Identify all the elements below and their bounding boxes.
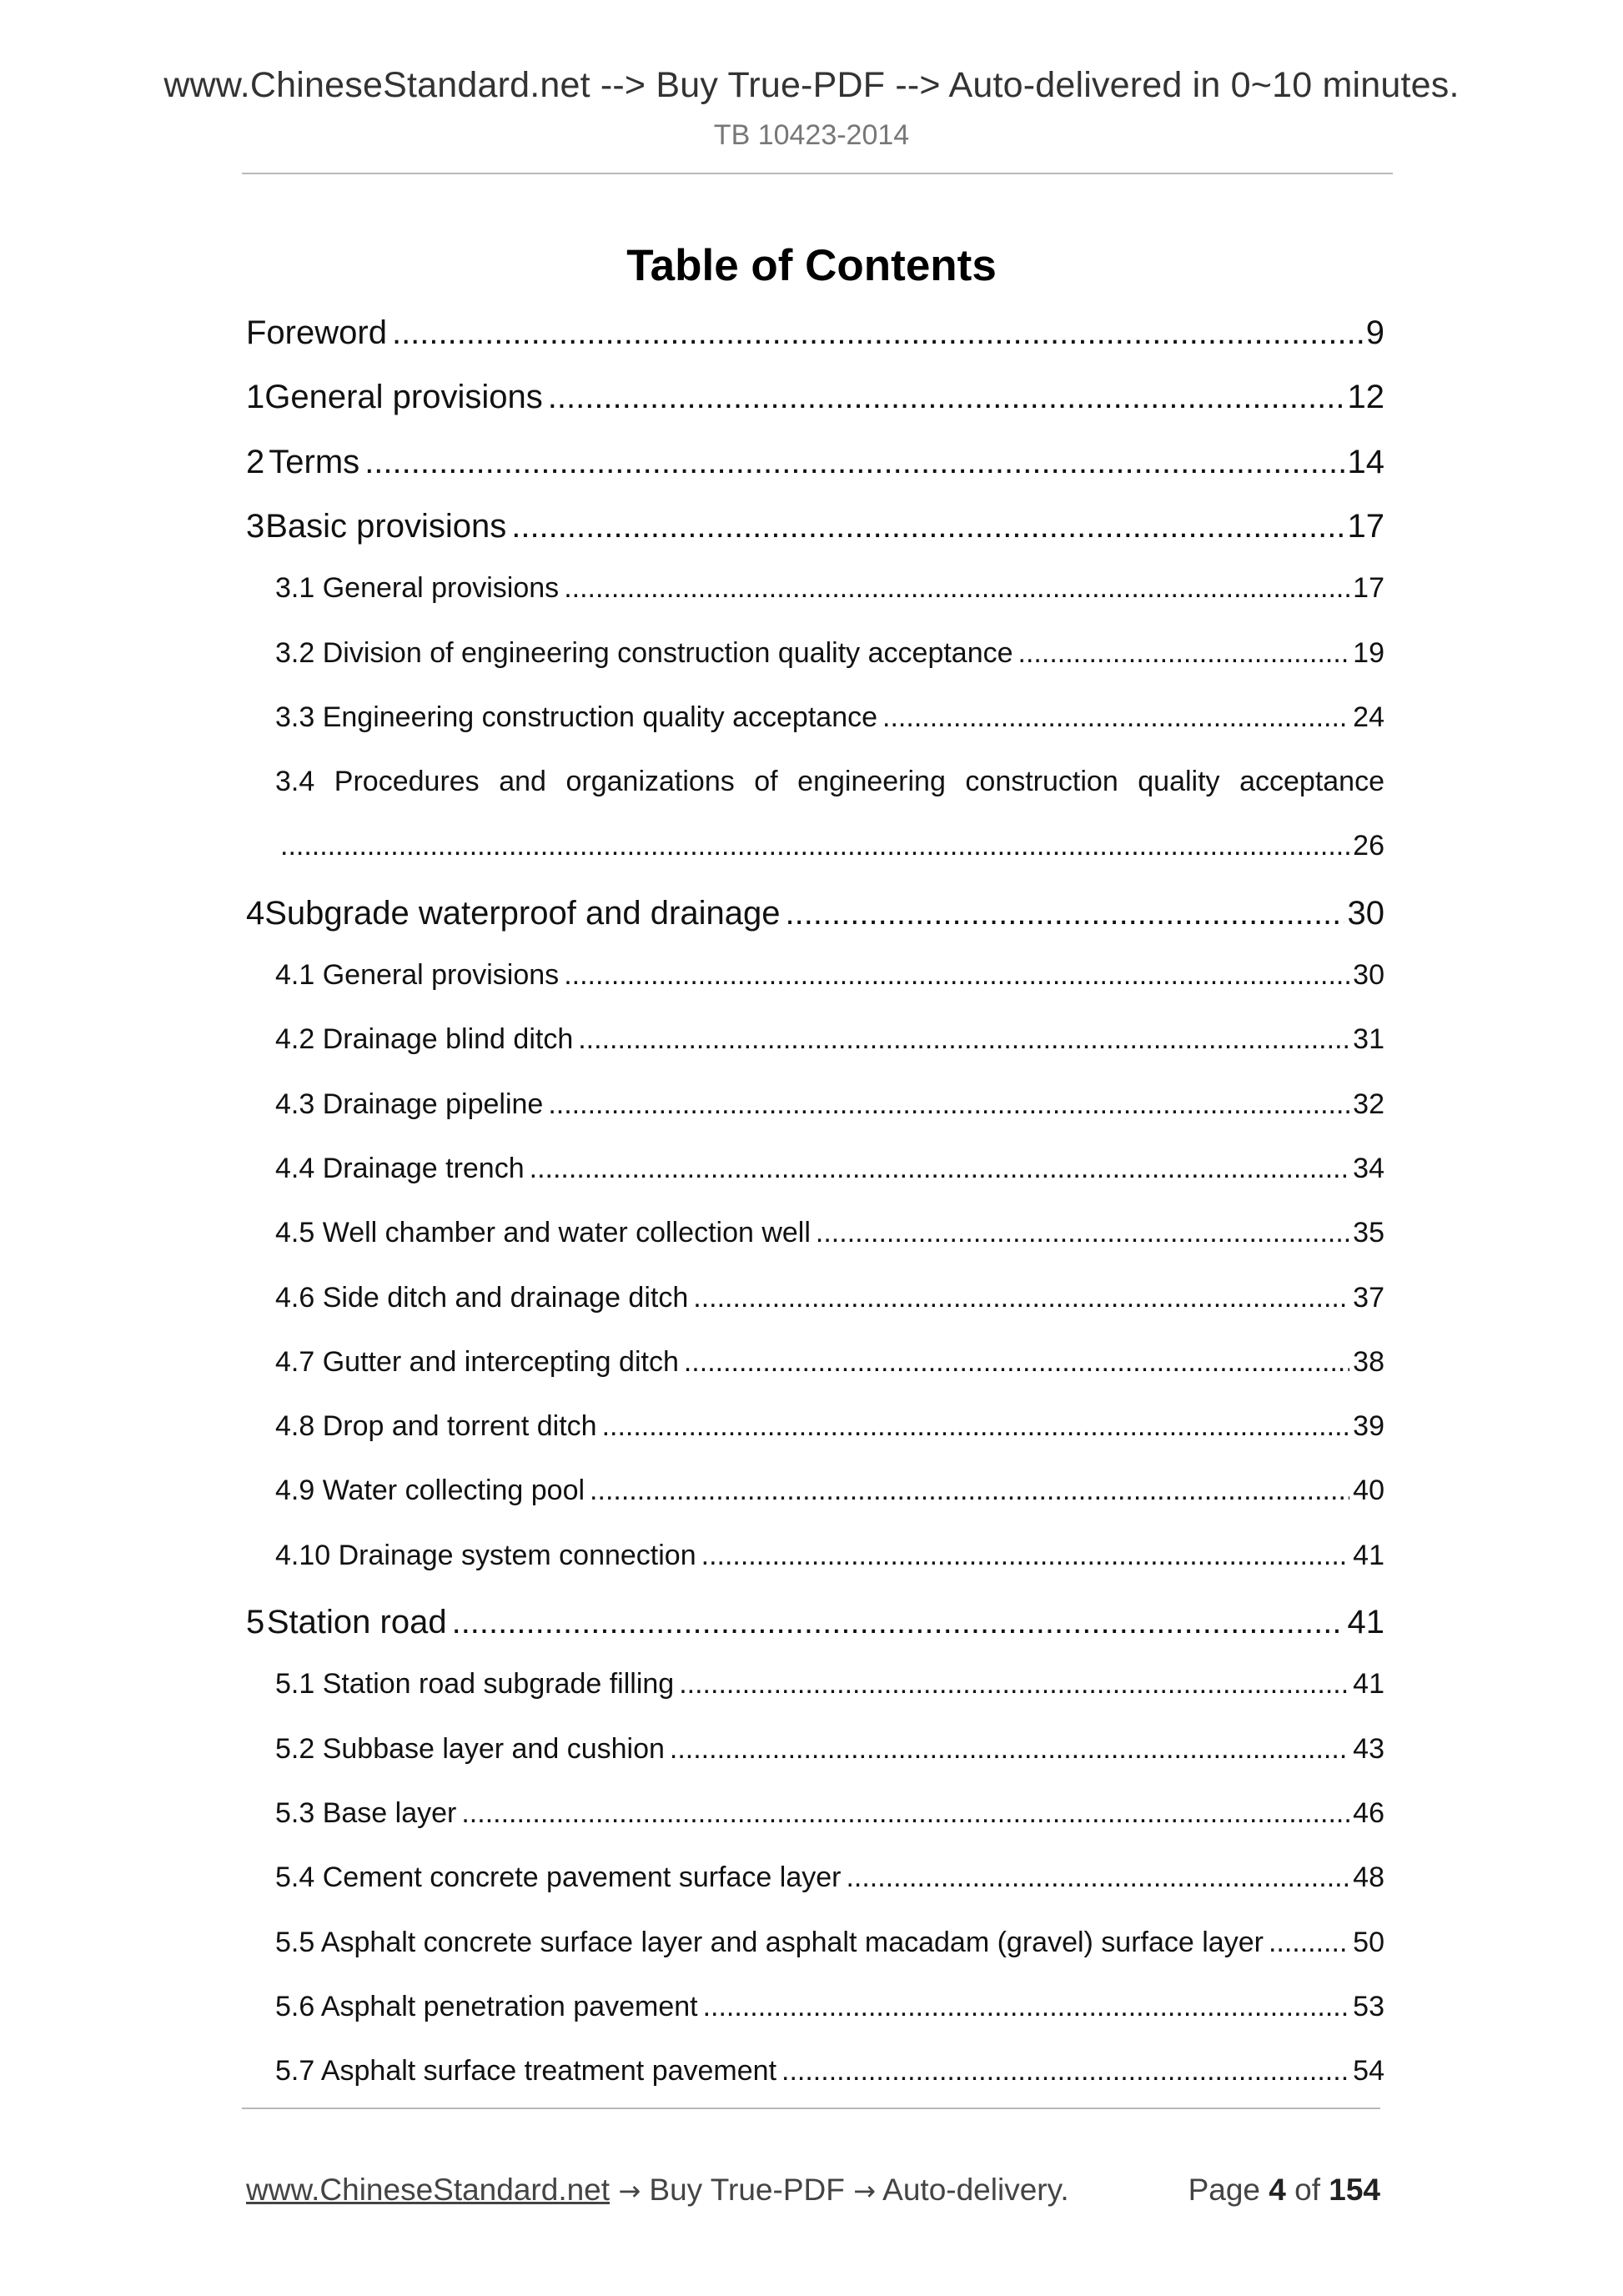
- toc-entry-page: 9: [1365, 314, 1384, 351]
- page-prefix: Page: [1188, 2173, 1260, 2207]
- toc-entry-page: 43: [1353, 1733, 1384, 1765]
- toc-entry[interactable]: [275, 1861, 1384, 1894]
- toc-entry-label: 5.5 Asphalt concrete surface layer and asphalt macadam (gravel) surface layer: [275, 1927, 1264, 1958]
- toc-leader-dots: [684, 1346, 1349, 1379]
- toc-entry-label: 3.2 Division of engineering construction quality acceptance: [275, 637, 1013, 669]
- toc-entry[interactable]: [246, 379, 1384, 416]
- toc-entry-page: 32: [1353, 1088, 1384, 1120]
- page-current: 4: [1269, 2173, 1286, 2207]
- toc-entry-page: 54: [1353, 2055, 1384, 2087]
- toc-entry-label: Subgrade waterproof and drainage: [264, 895, 781, 932]
- toc-entry-page: 34: [1353, 1153, 1384, 1184]
- footer: [246, 2173, 1380, 2208]
- toc-entry[interactable]: [275, 1217, 1384, 1249]
- toc-entry-page: 26: [1353, 830, 1384, 862]
- toc-leader-dots: [701, 1540, 1350, 1572]
- page-indicator: [1188, 2173, 1380, 2208]
- toc-entry[interactable]: [246, 314, 1384, 352]
- toc-entry-number: 1: [246, 379, 265, 415]
- page-title: Table of Contents: [626, 241, 997, 290]
- toc-leader-dots: [578, 1023, 1349, 1056]
- toc-leader-dots: [548, 379, 1344, 416]
- toc-leader-dots: [564, 959, 1349, 992]
- toc-entry-page: 35: [1353, 1217, 1384, 1248]
- toc-entry[interactable]: [275, 1282, 1384, 1314]
- toc-entry-page: 41: [1353, 1540, 1384, 1571]
- toc-entry-page: 41: [1353, 1668, 1384, 1700]
- toc-entry[interactable]: [275, 1410, 1384, 1443]
- toc-entry-label: 4.2 Drainage blind ditch: [275, 1023, 574, 1055]
- footer-left: [246, 2173, 1069, 2208]
- toc-entry-number: 4: [246, 895, 265, 932]
- page-of: of: [1294, 2173, 1320, 2207]
- toc-entry[interactable]: [275, 637, 1384, 670]
- footer-divider: [242, 2108, 1380, 2109]
- toc-entry[interactable]: [275, 830, 1384, 862]
- toc-entry[interactable]: [275, 1668, 1384, 1701]
- toc-leader-dots: [590, 1475, 1349, 1507]
- toc-leader-dots: [781, 2055, 1349, 2088]
- toc-leader-dots: [816, 1217, 1349, 1249]
- toc-entry[interactable]: [275, 1346, 1384, 1379]
- toc-entry-page: 50: [1353, 1927, 1384, 1958]
- toc-entry-label: 4.4 Drainage trench: [275, 1153, 525, 1184]
- toc-entry-label: Basic provisions: [265, 508, 507, 545]
- toc-leader-dots: [693, 1282, 1349, 1314]
- toc-entry-label: 4.1 General provisions: [275, 959, 560, 991]
- toc-entry-page: 37: [1353, 1282, 1384, 1314]
- toc-entry-label: 4.8 Drop and torrent ditch: [275, 1410, 597, 1442]
- toc-entry-label: 4.9 Water collecting pool: [275, 1475, 585, 1506]
- page-total: 154: [1329, 2173, 1380, 2207]
- toc-entry[interactable]: [275, 1991, 1384, 2023]
- toc-entry-page: 30: [1353, 959, 1384, 991]
- toc-leader-dots: [679, 1668, 1349, 1701]
- toc-entry[interactable]: [246, 508, 1384, 545]
- toc-entry[interactable]: [246, 895, 1384, 932]
- toc-entry-page: 46: [1353, 1797, 1384, 1829]
- toc-entry-page: 30: [1347, 895, 1384, 932]
- footer-site-link[interactable]: www.ChineseStandard.net: [246, 2173, 611, 2207]
- toc-leader-dots: [1269, 1927, 1349, 1959]
- toc-entry-page: 48: [1353, 1861, 1384, 1893]
- toc-entry-label: General provisions: [264, 379, 543, 415]
- arrow-right-icon: →: [853, 2175, 876, 2207]
- toc-entry-page: 17: [1353, 572, 1384, 604]
- toc-entry[interactable]: [246, 444, 1384, 481]
- toc-leader-dots: [511, 508, 1344, 545]
- header-divider: [242, 173, 1393, 174]
- toc-entry-number: 5: [246, 1604, 265, 1640]
- toc-entry[interactable]: [246, 1604, 1384, 1641]
- toc-entry[interactable]: [275, 766, 1384, 798]
- toc-leader-dots: [564, 572, 1349, 605]
- toc-entry-label: Station road: [266, 1604, 447, 1640]
- toc-entry-label: 4.10 Drainage system connection: [275, 1540, 696, 1571]
- toc-entry-label: 5.1 Station road subgrade filling: [275, 1668, 675, 1700]
- toc-leader-dots: [280, 830, 1349, 862]
- toc-entry-page: 14: [1347, 444, 1384, 480]
- toc-entry-page: 39: [1353, 1410, 1384, 1442]
- toc-entry[interactable]: [275, 701, 1384, 734]
- toc-leader-dots: [846, 1861, 1349, 1894]
- toc-entry[interactable]: [275, 1797, 1384, 1830]
- toc-entry-label: Terms: [269, 444, 360, 480]
- toc-entry[interactable]: [275, 1088, 1384, 1121]
- toc-entry[interactable]: [275, 1475, 1384, 1507]
- toc-entry-page: 31: [1353, 1023, 1384, 1055]
- toc-leader-dots: [461, 1797, 1349, 1830]
- toc-leader-dots: [364, 444, 1344, 481]
- toc-entry[interactable]: [275, 1153, 1384, 1185]
- toc-entry[interactable]: [275, 959, 1384, 992]
- toc-entry-label: 4.3 Drainage pipeline: [275, 1088, 544, 1120]
- toc-entry-page: 40: [1353, 1475, 1384, 1506]
- toc-entry-label: 4.5 Well chamber and water collection well: [275, 1217, 811, 1248]
- toc-leader-dots: [703, 1991, 1350, 2023]
- toc-entry-page: 41: [1347, 1604, 1384, 1640]
- toc-leader-dots: [670, 1733, 1349, 1766]
- toc-entry[interactable]: [275, 1733, 1384, 1766]
- toc-entry-label: 4.6 Side ditch and drainage ditch: [275, 1282, 689, 1314]
- toc-leader-dots: [452, 1604, 1344, 1641]
- toc-entry-page: 38: [1353, 1346, 1384, 1378]
- arrow-right-icon: →: [618, 2175, 641, 2207]
- toc-entry-number: 3: [246, 508, 265, 545]
- toc-leader-dots: [548, 1088, 1349, 1121]
- toc-entry-label: 3.4 Procedures and organizations of engineering construction quality acceptance: [275, 766, 1384, 797]
- toc-entry[interactable]: [275, 1540, 1384, 1572]
- toc-entry[interactable]: [275, 1927, 1384, 1959]
- toc-entry-label: 5.2 Subbase layer and cushion: [275, 1733, 665, 1765]
- toc-entry-label: 5.3 Base layer: [275, 1797, 457, 1829]
- toc-leader-dots: [1018, 637, 1350, 670]
- toc-entry-page: 24: [1353, 701, 1384, 733]
- toc-entry-label: 5.6 Asphalt penetration pavement: [275, 1991, 698, 2022]
- toc-entry-label: 3.3 Engineering construction quality acceptance: [275, 701, 878, 733]
- toc-entry-page: 19: [1353, 637, 1384, 669]
- toc-entry-label: 4.7 Gutter and intercepting ditch: [275, 1346, 679, 1378]
- toc-leader-dots: [530, 1153, 1350, 1185]
- toc-entry-label: 3.1 General provisions: [275, 572, 560, 604]
- document-number: TB 10423-2014: [713, 119, 910, 151]
- toc-entry[interactable]: [275, 2055, 1384, 2088]
- toc-leader-dots: [392, 314, 1363, 352]
- footer-auto-text: Auto-delivery.: [882, 2173, 1069, 2207]
- toc-leader-dots: [602, 1410, 1350, 1443]
- toc-leader-dots: [785, 895, 1344, 932]
- footer-buy-text: Buy True-PDF: [649, 2173, 845, 2207]
- toc-entry-label: 5.4 Cement concrete pavement surface layer: [275, 1861, 842, 1893]
- header-banner: www.ChineseStandard.net --> Buy True-PDF --> Auto-delivered in 0~10 minutes.: [163, 65, 1460, 105]
- toc-leader-dots: [882, 701, 1349, 734]
- toc-entry-page: 12: [1347, 379, 1384, 415]
- toc-entry-label: 5.7 Asphalt surface treatment pavement: [275, 2055, 777, 2087]
- toc-entry-page: 53: [1353, 1991, 1384, 2022]
- toc-entry[interactable]: [275, 572, 1384, 605]
- toc-entry-label: Foreword: [246, 314, 387, 351]
- toc-entry[interactable]: [275, 1023, 1384, 1056]
- toc-entry-number: 2: [246, 444, 265, 480]
- toc-entry-page: 17: [1347, 508, 1384, 545]
